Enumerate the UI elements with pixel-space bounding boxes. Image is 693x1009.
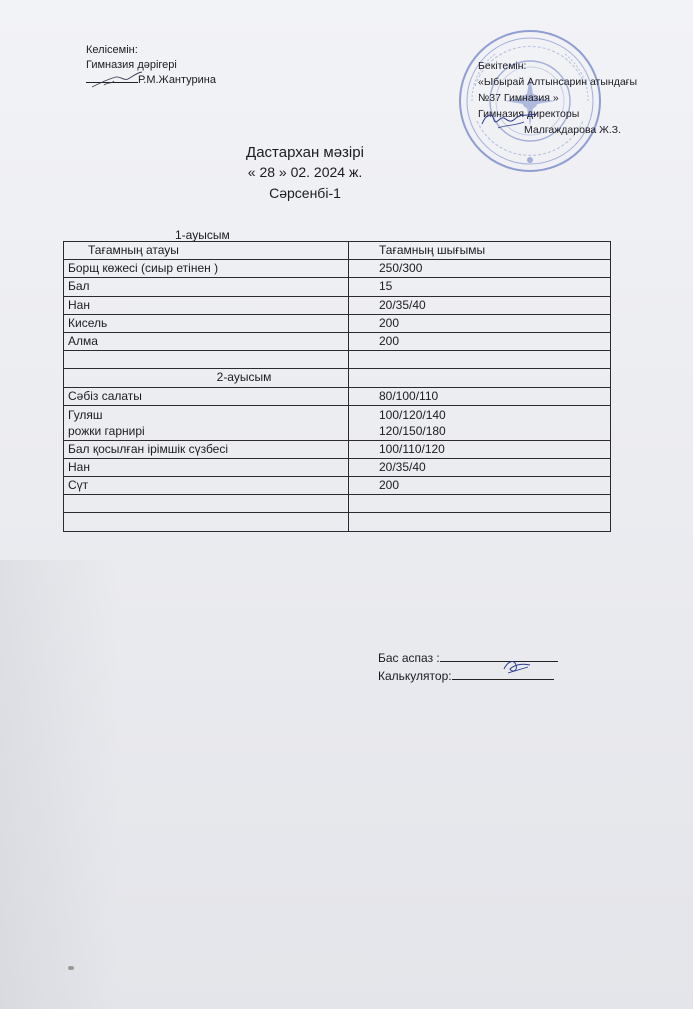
table-row — [64, 440, 611, 458]
table-row — [64, 405, 611, 440]
dish-yield-line2: 120/150/180 — [379, 423, 446, 438]
table-row — [64, 387, 611, 405]
table-row — [64, 278, 611, 296]
dish-name-line2: рожки гарнирі — [68, 423, 145, 438]
menu-heading: Дастархан мәзірі — [246, 144, 364, 161]
dish-name: Борщ көжесі (сиыр етінен ) — [64, 260, 349, 278]
handwritten-signature-left — [90, 69, 150, 91]
dish-yield: 200 — [349, 314, 611, 332]
paper-shadow — [0, 560, 120, 1009]
table-row — [64, 296, 611, 314]
dish-yield: 200 — [349, 332, 611, 350]
dish-yield — [349, 405, 611, 440]
header-dish-yield: Тағамның шығымы — [349, 242, 611, 260]
shift1-label: 1-ауысым — [175, 228, 230, 242]
menu-day: Сәрсенбі-1 — [269, 185, 341, 201]
dish-name: Кисель — [64, 314, 349, 332]
chef-label: Бас аспаз : — [378, 651, 440, 665]
dish-yield: 15 — [349, 278, 611, 296]
dish-name: Сәбіз салаты — [64, 387, 349, 405]
approval-right-school-number: №37 Гимназия » — [478, 92, 559, 104]
dish-yield: 200 — [349, 477, 611, 495]
approval-right-signatory: Малгаждарова Ж.З. — [524, 124, 622, 136]
dish-yield-line1: 100/120/140 — [379, 407, 446, 422]
dish-name — [64, 405, 349, 440]
dish-name: Сүт — [64, 477, 349, 495]
table-row — [64, 260, 611, 278]
shift2-label: 2-ауысым — [64, 369, 349, 387]
dish-name: Нан — [64, 458, 349, 476]
dish-yield: 100/110/120 — [349, 440, 611, 458]
table-row — [64, 477, 611, 495]
table-header-row — [64, 242, 611, 260]
menu-date: « 28 » 02. 2024 ж. — [247, 164, 363, 180]
dish-name: Нан — [64, 296, 349, 314]
calculator-signature-line — [452, 679, 554, 680]
shift2-header-row — [64, 369, 611, 387]
table-row — [64, 332, 611, 350]
calculator-label: Калькулятор: — [378, 669, 452, 683]
handwritten-signature-right — [480, 108, 540, 132]
dish-name: Бал — [64, 278, 349, 296]
dish-yield: 80/100/110 — [349, 387, 611, 405]
handwritten-signature-calculator — [500, 655, 536, 679]
approval-left-role: Гимназия дәрігері — [86, 59, 177, 71]
table-row-empty — [64, 513, 611, 531]
chef-signature-line — [440, 661, 558, 662]
table-row — [64, 458, 611, 476]
header-dish-name: Тағамның атауы — [64, 242, 349, 260]
approval-right-title: Бекітемін: — [478, 60, 527, 72]
table-row — [64, 314, 611, 332]
approval-left-signatory: Р.М.Жантурина — [138, 74, 216, 86]
dish-name-line1: Гуляш — [68, 407, 103, 422]
approval-right-school: «Ыбырай Алтынсарин атындағы — [478, 76, 638, 88]
dish-name: Алма — [64, 332, 349, 350]
approval-left-title: Келісемін: — [86, 44, 138, 56]
dish-yield: 20/35/40 — [349, 458, 611, 476]
dish-yield: 250/300 — [349, 260, 611, 278]
approval-left-block — [86, 43, 216, 88]
signatures-block — [378, 649, 558, 685]
approval-right-role: Гимназия директоры — [478, 108, 580, 120]
approval-left-signature-row — [86, 73, 216, 88]
dish-yield: 20/35/40 — [349, 296, 611, 314]
menu-table — [63, 241, 611, 532]
table-row-empty — [64, 351, 611, 369]
menu-title-block — [205, 143, 405, 204]
paper-speck — [68, 966, 74, 970]
table-row-empty — [64, 495, 611, 513]
dish-name: Бал қосылған ірімшік сүзбесі — [64, 440, 349, 458]
calculator-signature-row — [378, 667, 558, 685]
